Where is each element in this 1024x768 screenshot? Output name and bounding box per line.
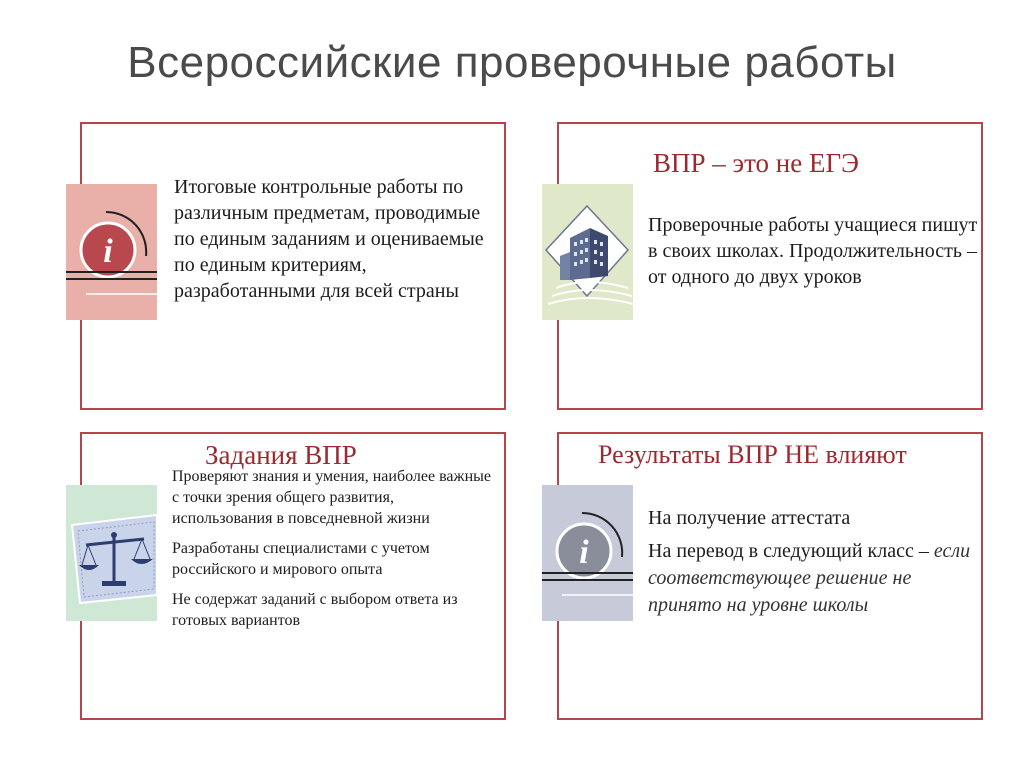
info-icon xyxy=(542,485,633,621)
list-item: Разработаны специалистами с учетом российского и мирового опыта xyxy=(172,540,430,578)
box3-title: Задания ВПР xyxy=(205,440,357,470)
list-item: На получение аттестата xyxy=(648,507,851,529)
box1-description: Итоговые контрольные работы по различным предметам, проводимые по единым заданиям и оцениваемые по единым критериям, разработанными для всей страны xyxy=(174,176,484,302)
list-item: Не содержат заданий с выбором ответа из готовых вариантов xyxy=(172,591,458,629)
box2-description: Проверочные работы учащиеся пишут в своих школах. Продолжительность – от одного до двух уроков xyxy=(648,214,978,288)
info-tile xyxy=(66,184,157,320)
building-tile xyxy=(542,184,633,320)
list-item-plain: На перевод в следующий класс – xyxy=(648,540,934,562)
svg-text:i: i xyxy=(579,534,589,571)
list-item-italic: если соответствующее решение не принято на уровне школы xyxy=(648,540,971,616)
list-item xyxy=(648,538,978,619)
box4-title: Результаты ВПР НЕ влияют xyxy=(598,440,907,469)
list-item: Проверяют знания и умения, наиболее важные с точки зрения общего развития, использования в повседневной жизни xyxy=(172,468,491,527)
svg-text:i: i xyxy=(103,233,113,270)
box4-list xyxy=(648,505,978,625)
scales-tile xyxy=(66,485,157,621)
box2-title: ВПР – это не ЕГЭ xyxy=(653,148,859,178)
info-tile xyxy=(542,485,633,621)
scales-icon xyxy=(66,485,157,621)
building-icon xyxy=(542,184,633,320)
page-title: Всероссийские проверочные работы xyxy=(127,38,897,87)
info-icon xyxy=(66,184,157,320)
box3-list xyxy=(172,466,492,640)
